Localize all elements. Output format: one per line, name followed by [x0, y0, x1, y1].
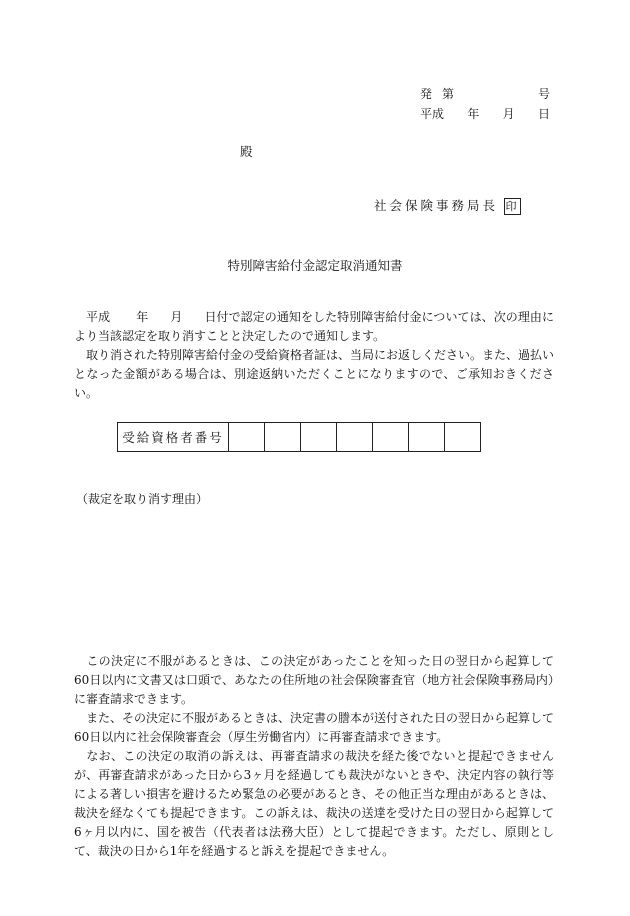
issue-date-line [420, 105, 550, 122]
reason-section-label: （裁定を取り消す理由） [76, 492, 209, 506]
date-day: 日 [537, 107, 550, 121]
number-box [265, 423, 301, 452]
issue-number-prefix: 発 [420, 87, 433, 101]
appeal-text-1: この決定に不服があるときは、この決定があったことを知った日の翌日から起算して60日以内に文書又は口頭で、あなたの住所地の社会保険審査官（地方社会保険事務局内）に審査請求できます。 [74, 654, 554, 706]
issue-number-suffix: 号 [537, 87, 550, 101]
number-box [409, 423, 445, 452]
appeal-paragraph-1 [74, 652, 554, 709]
date-era: 平成 [420, 107, 445, 121]
number-box [229, 423, 265, 452]
intro-month: 月 [170, 310, 183, 324]
appeal-paragraph-3 [74, 747, 554, 861]
intro-text-1: 日付で認定の通知をした特別障害給付金については、次の理由により当該認定を取り消すことと決定したので通知します。 [74, 310, 554, 343]
issue-number-dai: 第 [442, 87, 455, 101]
intro-year: 年 [136, 310, 149, 324]
seal-stamp: 印 [505, 200, 520, 213]
intro-paragraph-1 [74, 308, 554, 346]
issuer-block [374, 196, 521, 215]
intro-text-2: 取り消された特別障害給付金の受給資格者証は、当局にお返しください。また、過払いとなった金額がある場合は、別途返納いただくことになりますので、ご承知おきください。 [74, 348, 555, 400]
intro-era: 平成 [86, 310, 111, 324]
number-box [337, 423, 373, 452]
appeal-text-2: また、その決定に不服があるときは、決定書の謄本が送付された日の翌日から起算して60日以内に社会保険審査会（厚生労働省内）に再審査請求できます。 [74, 711, 555, 744]
beneficiary-number-table [117, 422, 481, 452]
number-box [445, 423, 481, 452]
intro-paragraph-2 [74, 346, 554, 403]
appeal-paragraph-2 [74, 709, 554, 747]
issuer-title: 社会保険事務局長 [374, 198, 499, 213]
document-title: 特別障害給付金認定取消通知書 [227, 258, 403, 273]
date-year: 年 [467, 107, 480, 121]
beneficiary-number-label: 受給資格者番号 [118, 423, 229, 452]
issue-number-line [420, 85, 550, 102]
appeal-text-3: なお、この決定の取消の訴えは、再審査請求の裁決を経た後でないと提起できませんが、再審査請求があった日から3ヶ月を経過しても裁決がないときや、決定内容の執行等による著しい損害を避けるため緊急の必要があるとき、その他正当な理由があるときは、裁決を経なくても提起できます。この訴えは、裁決の送達を受けた日の翌日から起算して6ヶ月以内に、国を被告（代表者は法務大臣）として提起できます。ただし、原則として、裁決の日から1年を経過すると訴えを提起できません。 [74, 749, 554, 858]
number-box [301, 423, 337, 452]
date-month: 月 [502, 107, 515, 121]
addressee-honorific: 殿 [240, 144, 253, 159]
number-box [373, 423, 409, 452]
